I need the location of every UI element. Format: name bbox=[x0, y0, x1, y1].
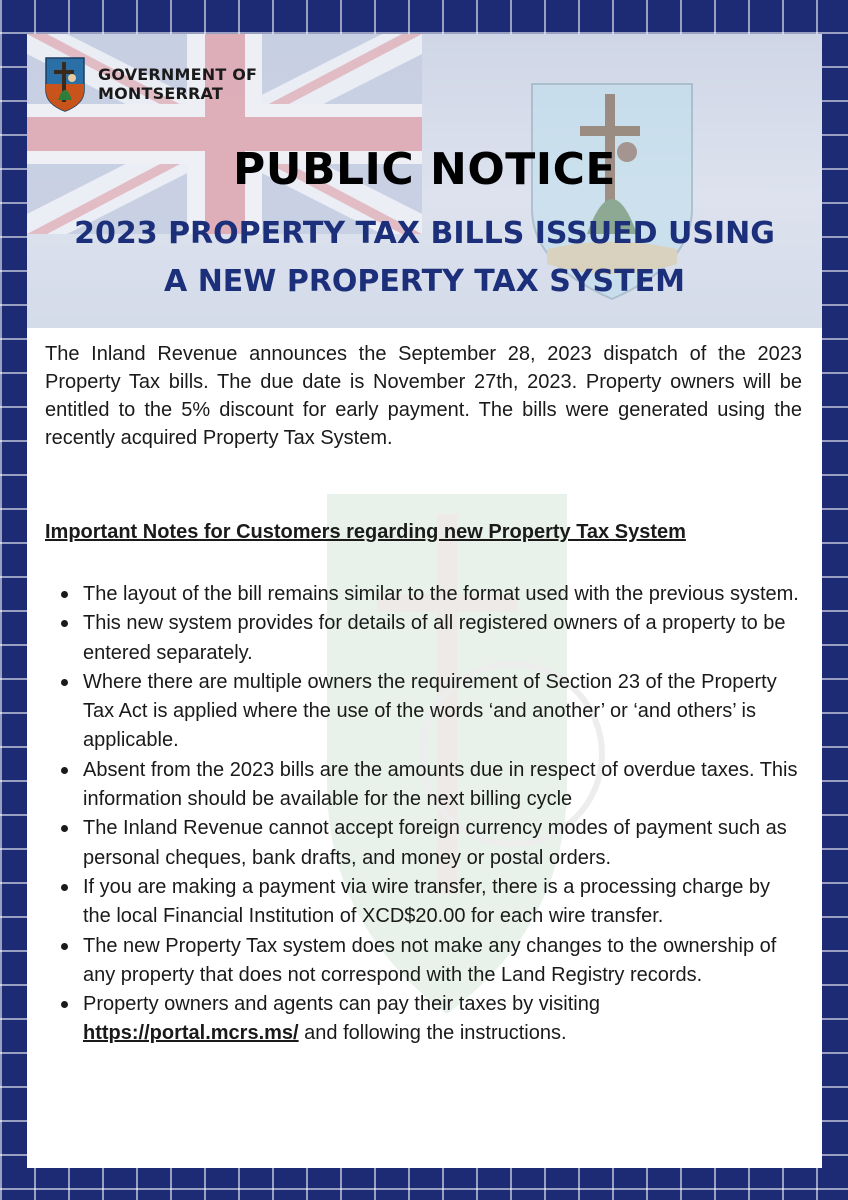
notice-sheet bbox=[27, 34, 822, 1168]
list-item-text: Property owners and agents can pay their taxes by visiting bbox=[83, 993, 600, 1016]
list-item-text: The Inland Revenue cannot accept foreign currency modes of payment such as personal cheques, bank drafts, and money or postal orders. bbox=[83, 817, 787, 869]
bullet-icon bbox=[61, 591, 68, 598]
list-item bbox=[45, 990, 802, 1049]
list-item bbox=[45, 668, 802, 756]
list-item-text: If you are making a payment via wire transfer, there is a processing charge by the local Financial Institution of XCD$20.00 for each wire transfer. bbox=[83, 875, 771, 928]
notes-list bbox=[45, 580, 802, 1049]
bullet-icon bbox=[61, 620, 68, 627]
list-item-text-after: and following the instructions. bbox=[298, 1022, 567, 1045]
page-title: PUBLIC NOTICE bbox=[233, 144, 616, 195]
list-item bbox=[45, 814, 802, 873]
headline bbox=[27, 210, 822, 306]
list-item bbox=[45, 873, 802, 932]
list-item bbox=[45, 756, 802, 815]
list-item-text: This new system provides for details of all registered owners of a property to be entered separately. bbox=[83, 612, 786, 664]
bullet-icon bbox=[61, 943, 68, 950]
bullet-icon bbox=[61, 1001, 68, 1008]
list-item-text: The new Property Tax system does not make any changes to the ownership of any property that does not correspond with the Land Registry records. bbox=[83, 934, 777, 986]
bullet-icon bbox=[61, 767, 68, 774]
header-banner bbox=[27, 34, 822, 328]
list-item bbox=[45, 580, 802, 609]
headline-line-2: A NEW PROPERTY TAX SYSTEM bbox=[164, 264, 685, 299]
intro-paragraph: The Inland Revenue announces the September 28, 2023 dispatch of the 2023 Property Tax bills. The due date is November 27th, 2023. Property owners will be entitled to the 5% discount for early payment. The bills were generated using the recently acquired Property Tax System. bbox=[45, 343, 802, 449]
list-item-text: The layout of the bill remains similar to the format used with the previous system. bbox=[83, 583, 799, 605]
bullet-icon bbox=[61, 825, 68, 832]
logo-line-1: GOVERNMENT OF bbox=[98, 65, 258, 84]
notes-heading: Important Notes for Customers regarding new Property Tax System bbox=[45, 521, 686, 543]
government-logo bbox=[44, 56, 257, 112]
logo-line-2: MONTSERRAT bbox=[98, 84, 223, 103]
montserrat-crest-icon bbox=[44, 56, 86, 112]
bullet-icon bbox=[61, 884, 68, 891]
list-item bbox=[45, 609, 802, 668]
portal-link[interactable]: https://portal.mcrs.ms/ bbox=[83, 1022, 299, 1045]
bullet-icon bbox=[61, 679, 68, 686]
list-item-text: Absent from the 2023 bills are the amounts due in respect of overdue taxes. This information should be available for the next billing cycle bbox=[83, 758, 798, 811]
headline-line-1: 2023 PROPERTY TAX BILLS ISSUED USING bbox=[74, 216, 775, 251]
list-item bbox=[45, 932, 802, 991]
list-item-text: Where there are multiple owners the requirement of Section 23 of the Property Tax Act is applied where the use of the words ‘and another’ or ‘and others’ is applicable. bbox=[83, 670, 777, 752]
